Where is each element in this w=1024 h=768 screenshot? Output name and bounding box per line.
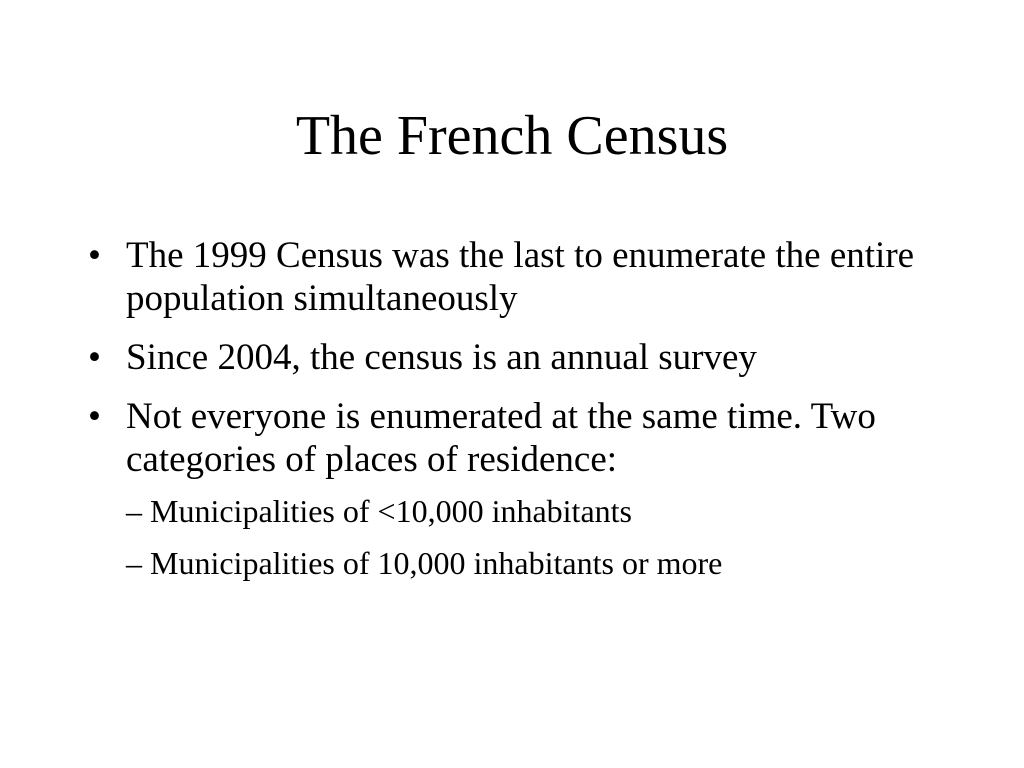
bullet-item (86, 395, 966, 581)
bullet-marker: • (88, 396, 101, 437)
sub-bullet-text: Municipalities of <10,000 inhabitants (150, 493, 632, 529)
sub-bullet-text: Municipalities of 10,000 inhabitants or more (150, 545, 723, 581)
bullet-item (86, 336, 966, 379)
bullet-text: Since 2004, the census is an annual survey (126, 337, 757, 378)
bullet-item (86, 234, 966, 320)
sub-bullet-list (126, 493, 966, 581)
sub-bullet-item (126, 545, 966, 581)
bullet-text: Not everyone is enumerated at the same time. Two categories of places of residence: (126, 396, 876, 480)
sub-bullet-item (126, 493, 966, 529)
bullet-marker: • (88, 235, 101, 276)
slide-title: The French Census (295, 105, 729, 167)
sub-bullet-marker: – (126, 545, 142, 581)
bullet-text: The 1999 Census was the last to enumerate the entire population simultaneously (126, 235, 915, 319)
sub-bullet-marker: – (126, 493, 142, 529)
bullet-marker: • (88, 337, 101, 378)
bullet-list (86, 234, 966, 597)
